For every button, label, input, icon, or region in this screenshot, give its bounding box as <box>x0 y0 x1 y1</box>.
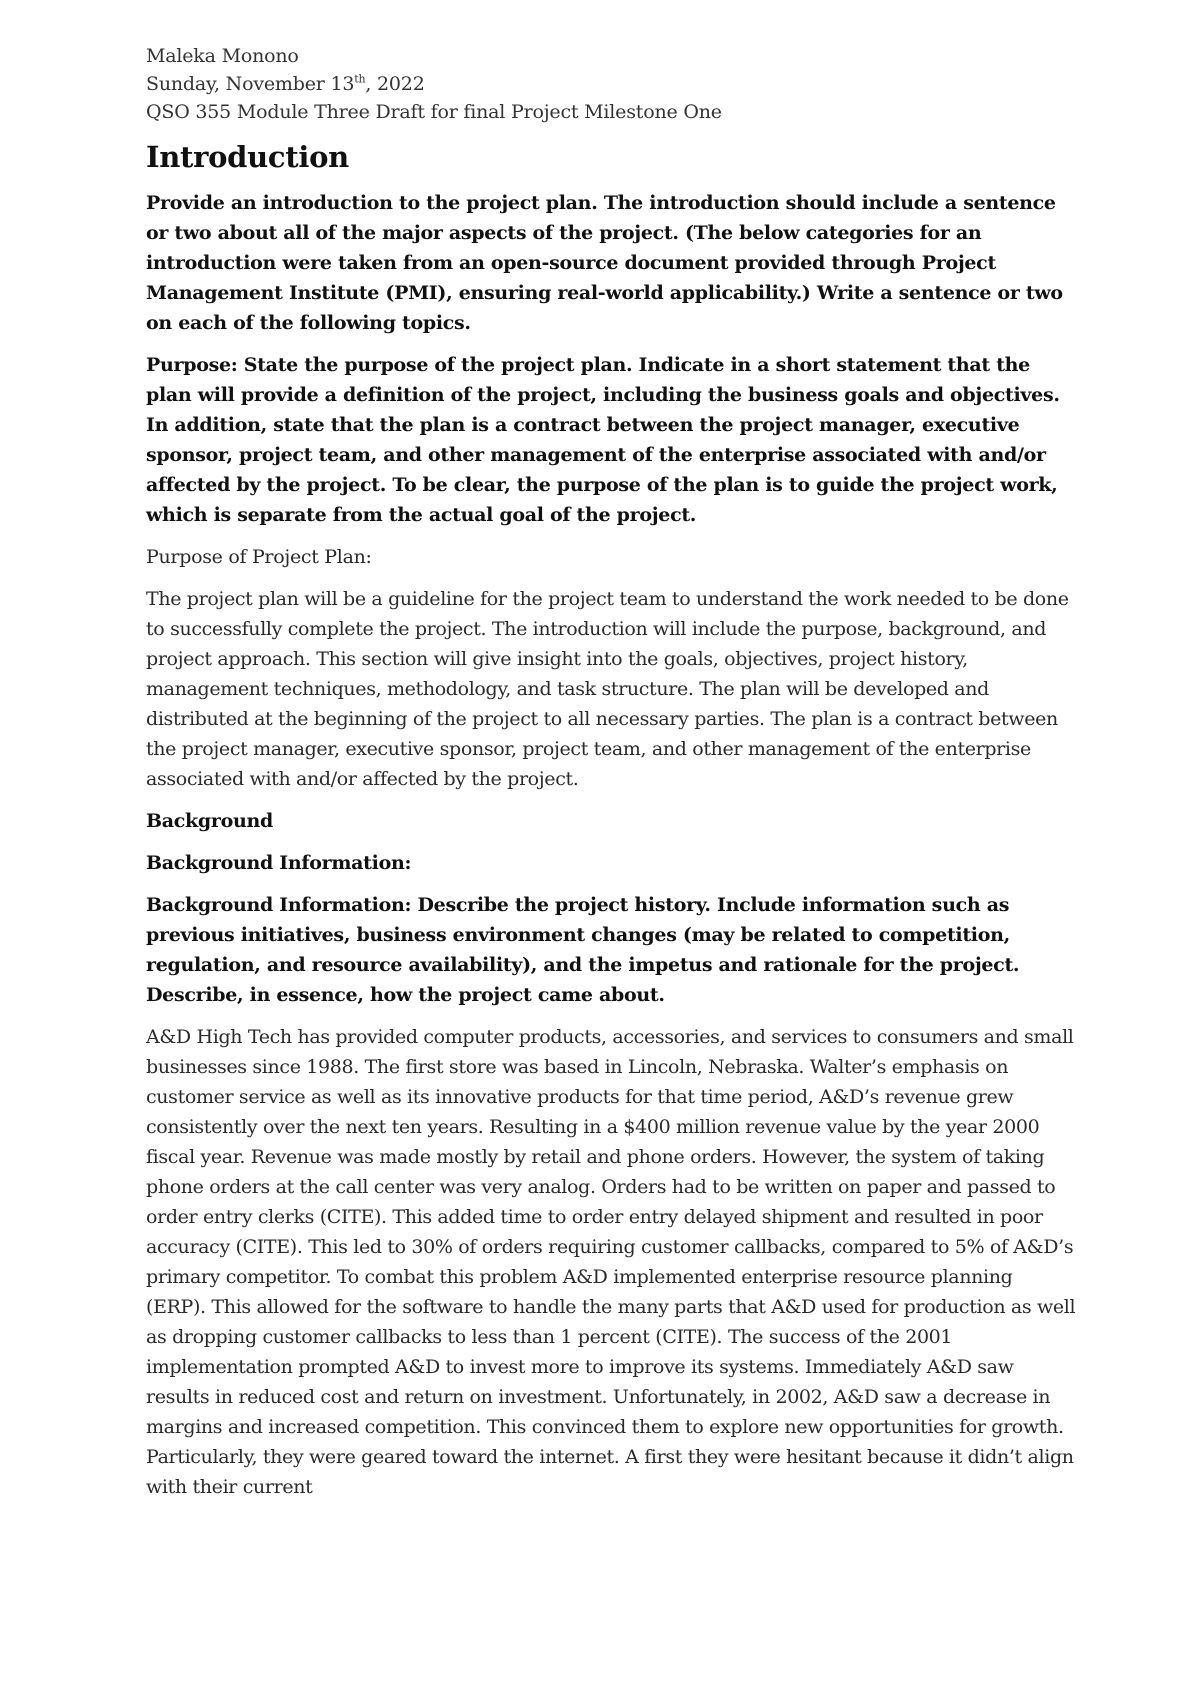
author-name: Maleka Monono <box>146 45 299 67</box>
document-date <box>146 70 1076 98</box>
course-title: QSO 355 Module Three Draft for final Project Milestone One <box>146 101 722 123</box>
date-suffix: , 2022 <box>365 73 425 95</box>
introduction-instruction: Provide an introduction to the project plan. The introduction should include a sentence or two about all of the major aspects of the project. (The below categories for an introduction were taken from an open-source document provided through Project Management Institute (PMI), ensuring real-world applicability.) Write a sentence or two on each of the following topics. <box>146 192 1063 334</box>
background-instruction: Background Information: Describe the project history. Include information such as previous initiatives, business environment changes (may be related to competition, regulation, and resource availability), and the impetus and rationale for the project. Describe, in essence, how the project came about. <box>146 894 1020 1006</box>
date-prefix: Sunday, November 13 <box>146 73 355 95</box>
background-heading: Background <box>146 810 273 832</box>
document-page <box>146 42 1076 1514</box>
introduction-heading: Introduction <box>146 140 349 174</box>
date-ordinal: th <box>354 72 366 86</box>
purpose-instruction: Purpose: State the purpose of the project plan. Indicate in a short statement that the plan will provide a definition of the project, including the business goals and objectives. In addition, state that the plan is a contract between the project manager, executive sponsor, project team, and other management of the enterprise associated with and/or affected by the project. To be clear, the purpose of the plan is to guide the project work, which is separate from the actual goal of the project. <box>146 354 1060 526</box>
purpose-text: The project plan will be a guideline for the project team to understand the work needed to be done to successfully complete the project. The introduction will include the purpose, background, and project approach. This section will give insight into the goals, objectives, project history, management techniques, methodology, and task structure. The plan will be developed and distributed at the beginning of the project to all necessary parties. The plan is a contract between the project manager, executive sponsor, project team, and other management of the enterprise associated with and/or affected by the project. <box>146 588 1069 790</box>
background-subheading: Background Information: <box>146 852 412 874</box>
background-text: A&D High Tech has provided computer products, accessories, and services to consumers and small businesses since 1988. The first store was based in Lincoln, Nebraska. Walter’s emphasis on customer service as well as its innovative products for that time period, A&D’s revenue grew consistently over the next ten years. Resulting in a $400 million revenue value by the year 2000 fiscal year. Revenue was made mostly by retail and phone orders. However, the system of taking phone orders at the call center was very analog. Orders had to be written on paper and passed to order entry clerks (CITE). This added time to order entry delayed shipment and resulted in poor accuracy (CITE). This led to 30% of orders requiring customer callbacks, compared to 5% of A&D’s primary competitor. To combat this problem A&D implemented enterprise resource planning (ERP). This allowed for the software to handle the many parts that A&D used for production as well as dropping customer callbacks to less than 1 percent (CITE). The success of the 2001 implementation prompted A&D to invest more to improve its systems. Immediately A&D saw results in reduced cost and return on investment. Unfortunately, in 2002, A&D saw a decrease in margins and increased competition. This convinced them to explore new opportunities for growth. Particularly, they were geared toward the internet. A first they were hesitant because it didn’t align with their current <box>146 1026 1076 1498</box>
purpose-label: Purpose of Project Plan: <box>146 546 372 568</box>
